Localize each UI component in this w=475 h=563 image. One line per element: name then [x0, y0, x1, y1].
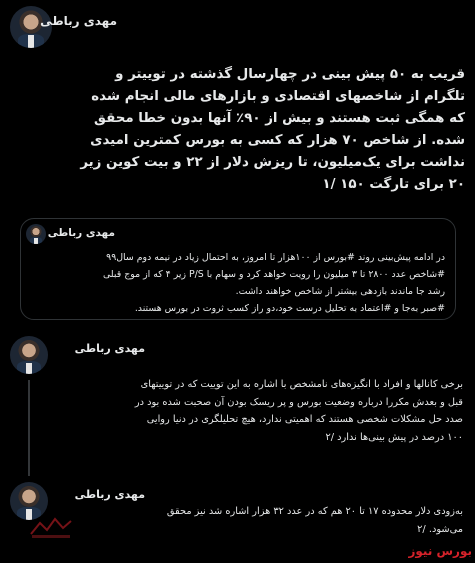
tweet-2-line: قبل و بعدش مکررا درباره وضعیت بورس و پر ریسک بودن آن صحبت شده بود در [134, 396, 463, 408]
tweet-1-line: نداشت برای یک‌میلیون، تا ریزش دلار از ۲۲ و بیت کوین زیر [80, 155, 465, 170]
tweet-2-author-name[interactable]: مهدی رباطی [74, 342, 145, 355]
tweet-1-line: شده. از شاخص ۷۰ هزار که کسی به بورس کمترین امیدی [90, 133, 465, 148]
tweet-3-line: می‌شود. /۲ [417, 523, 463, 535]
tweet-3-author-name[interactable]: مهدی رباطی [74, 488, 145, 501]
tweet-1-line: ۲۰ برای تارگت ۱۵۰ /۱ [322, 177, 465, 192]
brand-watermark: بورس نیوز [408, 544, 472, 558]
quoted-tweet-line: #صبر به‌جا و #اعتماد به تحلیل درست خود،دو راز کسب ثروت در بورس هستند. [134, 303, 445, 314]
tweet-1-line: که همگی ثبت هستند و بیش از ۹۰٪ آنها بدون خطا محقق [94, 111, 465, 126]
tweet-2-avatar[interactable] [10, 336, 48, 374]
tweet-3-line: به‌زودی دلار محدوده ۱۷ تا ۲۰ هم که در عدد ۳۲ هزار اشاره شد نیز محقق [166, 506, 463, 517]
tweet-2-line: ۱۰۰ درصد در پیش بینی‌ها ندارد /۲ [325, 431, 463, 443]
tweet-1-line: تلگرام از شاخصهای اقتصادی و بازارهای مالی انجام شده [91, 89, 465, 104]
author-name[interactable]: مهدی رباطی [40, 14, 117, 28]
quoted-author-name: مهدی رباطی [47, 227, 115, 239]
tweet-2-line: برخی کانالها و افراد با انگیزه‌های نامشخص با اشاره به این توییت که در توییتهای [140, 379, 463, 390]
quoted-tweet-line: در ادامه پیش‌بینی روند #بورس از ۱۰۰هزار تا امروز، به احتمال زیاد در نیمه دوم سال۹۹ [106, 252, 445, 263]
watermark-logo-icon [28, 514, 74, 540]
quoted-tweet-line: رشد جا ماندند بازدهی بیشتر از شاخص خواهند داشت. [235, 286, 445, 297]
tweet-1-line: قریب به ۵۰ پیش بینی در چهارسال گذشته در توییتر و [115, 67, 465, 82]
quoted-tweet-line: #شاخص عدد ۲۸۰۰ تا ۳ میلیون را رویت خواهد کرد و سهام با P/S زیر ۴ که از موج قبلی [102, 269, 445, 280]
quoted-author-avatar [26, 224, 46, 244]
tweet-2-line: صدد حل مشکلات شخصی هستند که اهمیتی ندارد، هیچ تحلیلگری در دنیا روایی [146, 414, 463, 425]
thread-connector [28, 380, 30, 476]
